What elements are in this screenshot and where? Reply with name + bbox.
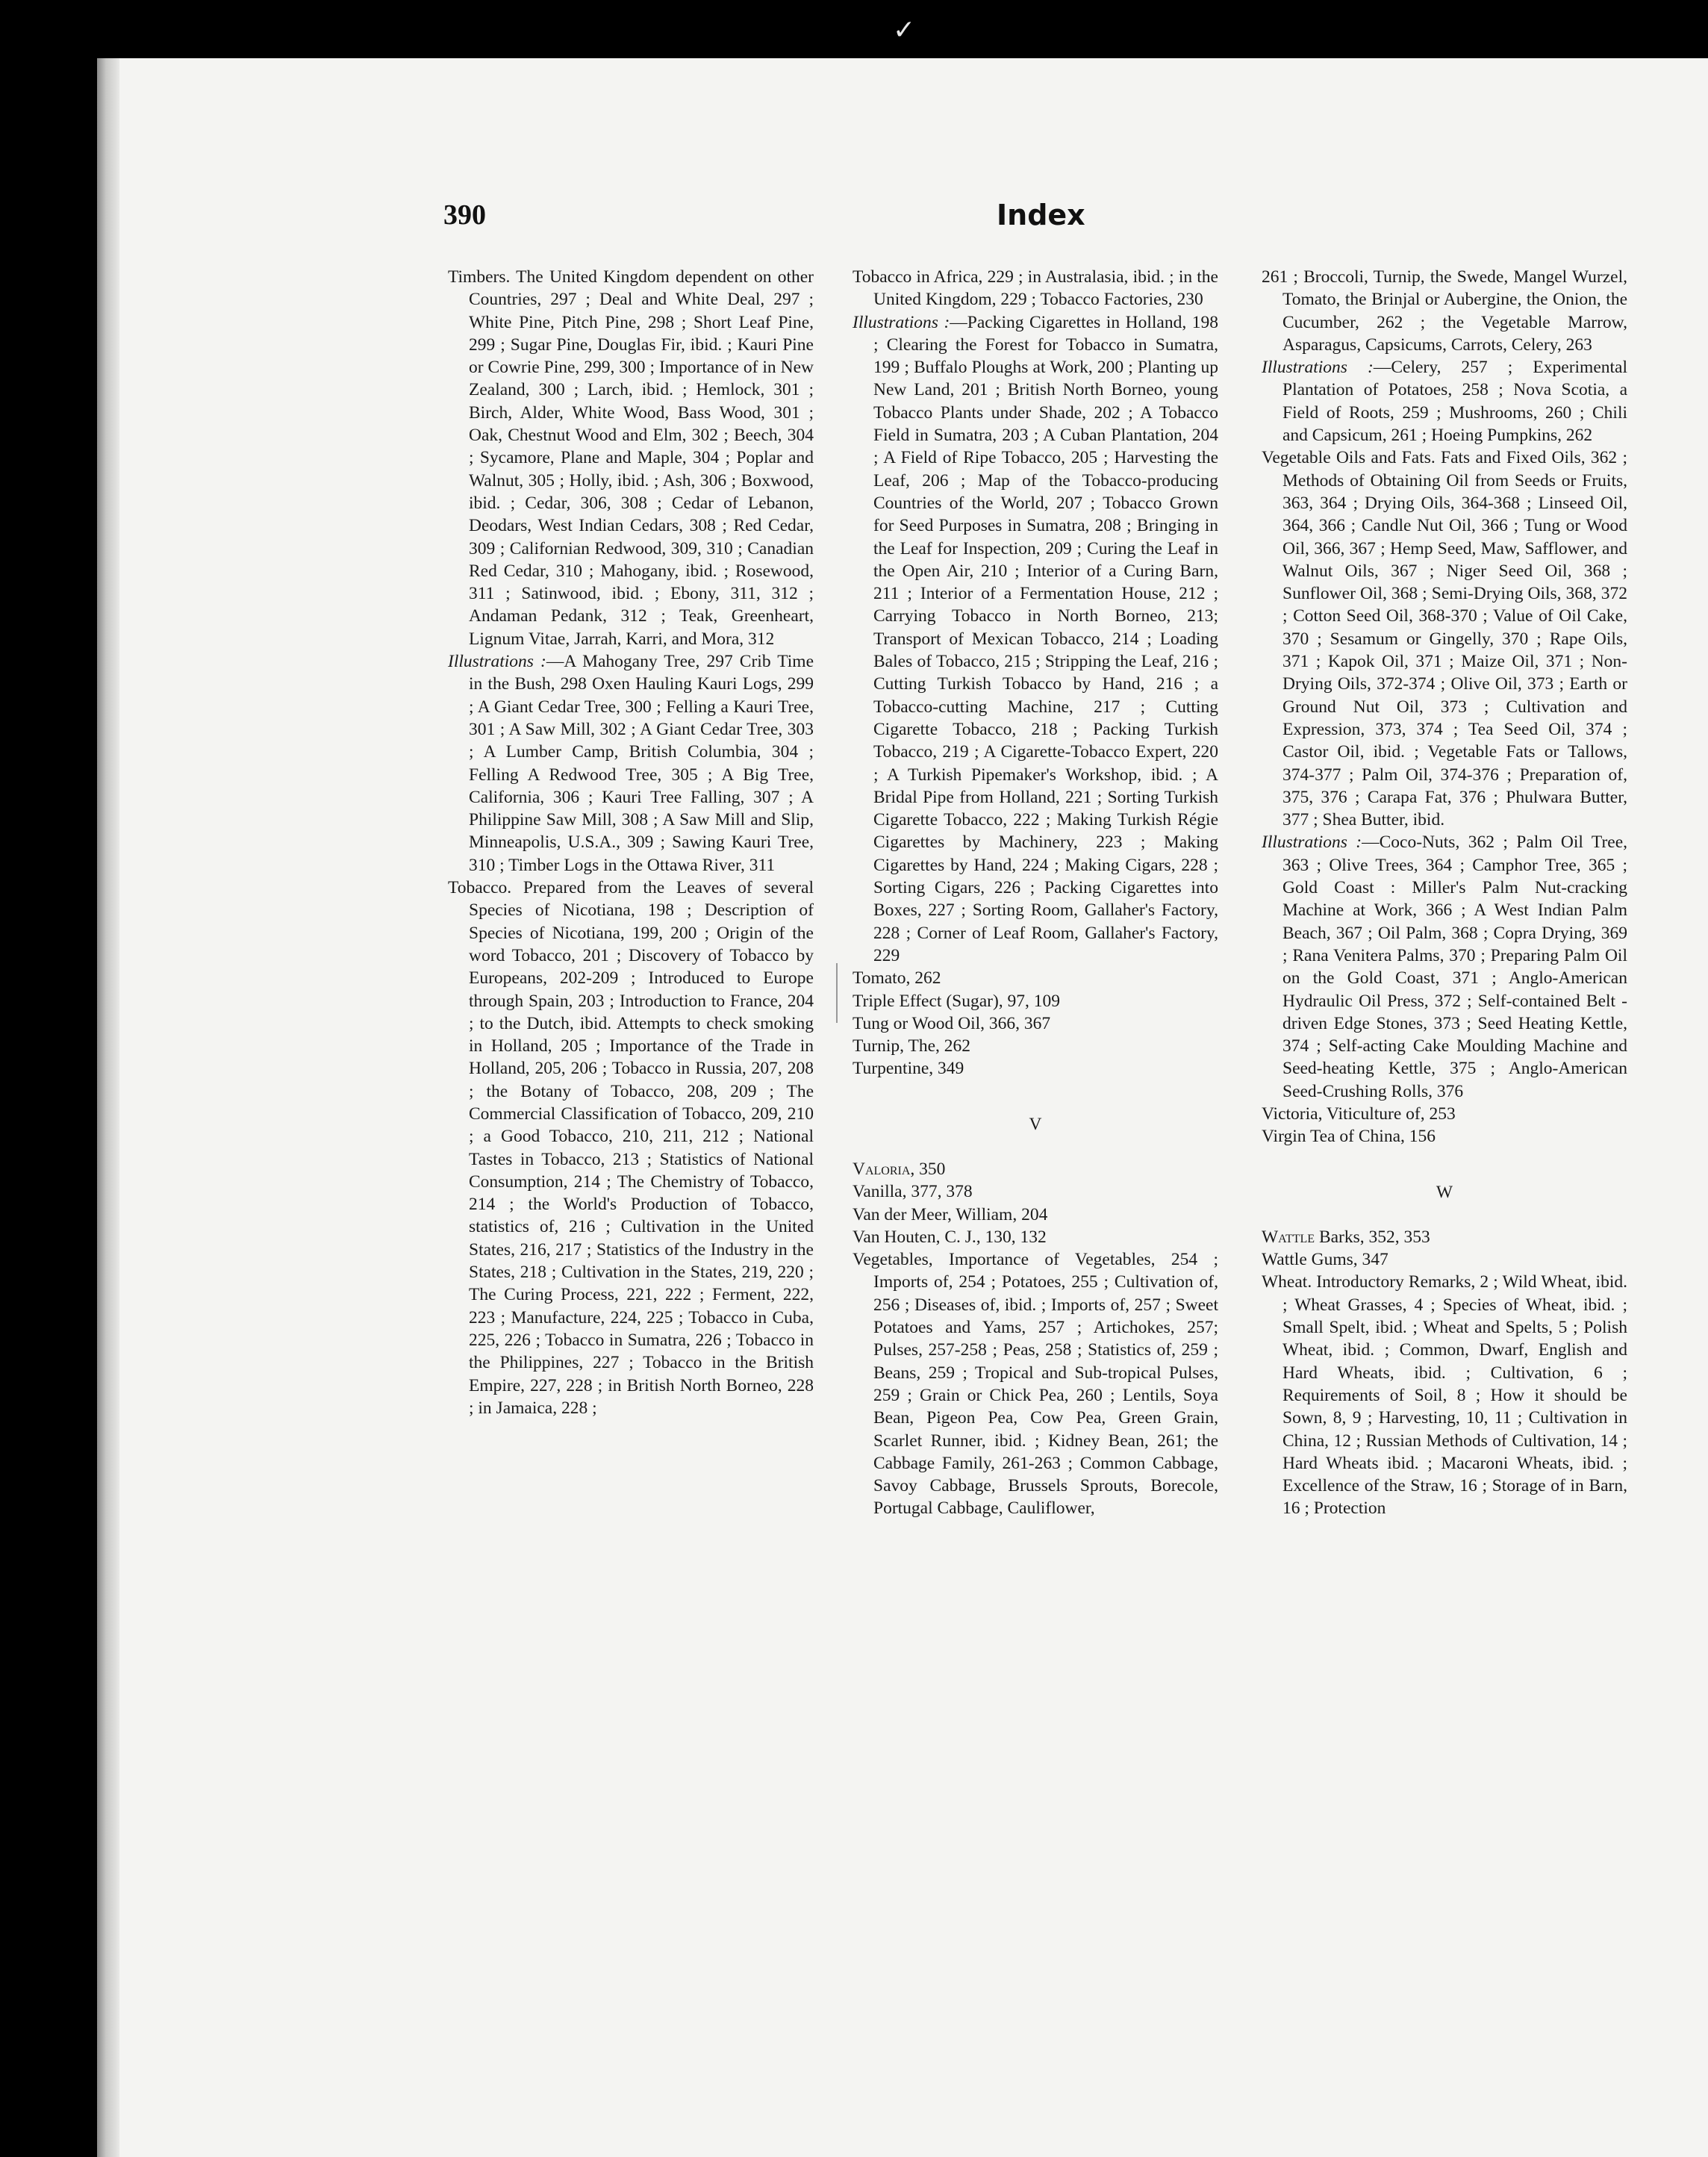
- illustrations-entry: [1262, 831, 1627, 1103]
- index-column-1: [448, 266, 814, 1419]
- index-entry: Vegetables, Importance of Vegetables, 254 ; Imports of, 254 ; Potatoes, 255 ; Cultivation of, 256 ; Diseases of, ibid. ; Imports of, 257 ; Sweet Potatoes and Yams, 257 ; Artichokes, 257; Pulses, 257-258 ; Peas, 258 ; Statistics of, 259 ; Beans, 259 ; Tropical and Sub-tropical Pulses, 259 ; Grain or Chick Pea, 260 ; Lentils, Soya Bean, Pigeon Pea, Cow Pea, Green Grain, Scarlet Runner, ibid. ; Kidney Bean, 261; the Cabbage Family, 261-263 ; Common Cabbage, Savoy Cabbage, Brussels Sprouts, Borecole, Portugal Cabbage, Cauliflower,: [853, 1250, 1218, 1519]
- page-number: 390: [443, 199, 486, 231]
- index-entry: Wheat. Introductory Remarks, 2 ; Wild Wheat, ibid. ; Wheat Grasses, 4 ; Species of Wheat, ibid. ; Small Spelt, ibid. ; Wheat and Spelts, 5 ; Polish Wheat, ibid. ; Common, Dwarf, English and Hard Wheats, ibid. ; Cultivation, 6 ; Requirements of Soil, 8 ; How it should be Sown, 8, 9 ; Harvesting, 10, 11 ; Cultivation in China, 12 ; Russian Methods of Cultivation, 14 ; Hard Wheats ibid. ; Macaroni Wheats, ibid. ; Excellence of the Straw, 16 ; Storage of in Barn, 16 ; Protection: [1262, 1272, 1627, 1519]
- illustrations-label: Illustrations :: [448, 652, 546, 672]
- index-entry-continued: 261 ; Broccoli, Turnip, the Swede, Mangel Wurzel, Tomato, the Brinjal or Aubergine, the Onion, the Cucumber, 262 ; the Vegetable Marrow, Asparagus, Capsicums, Carrots, Celery, 263: [1262, 267, 1627, 355]
- index-column-3: [1262, 266, 1627, 1520]
- entry-text: , 350: [910, 1159, 946, 1179]
- page-header: Index: [997, 199, 1085, 231]
- index-entry: [853, 1158, 1218, 1180]
- illustrations-entry: [853, 311, 1218, 968]
- index-entry: Triple Effect (Sugar), 97, 109: [853, 991, 1061, 1011]
- scan-mark: ✓: [893, 15, 916, 46]
- index-entry-continued: Tobacco in Africa, 229 ; in Australasia, ibid. ; in the United Kingdom, 229 ; Tobacco Factories, 230: [853, 267, 1218, 310]
- index-column-2: [853, 266, 1218, 1520]
- index-entry: Timbers. The United Kingdom dependent on other Countries, 297 ; Deal and White Deal, 297 ; White Pine, Pitch Pine, 298 ; Short Leaf Pine, 299 ; Sugar Pine, Douglas Fir, ibid. ; Kauri Pine or Cowrie Pine, 299, 300 ; Importance of in New Zealand, 300 ; Larch, ibid. ; Hemlock, 301 ; Birch, Alder, White Wood, Bass Wood, 301 ; Oak, Chestnut Wood and Elm, 302 ; Beech, 304 ; Sycamore, Plane and Maple, 304 ; Poplar and Walnut, 305 ; Holly, ibid. ; Ash, 306 ; Boxwood, ibid. ; Cedar, 306, 308 ; Cedar of Lebanon, Deodars, West Indian Cedars, 308 ; Red Cedar, 309 ; Californian Redwood, 309, 310 ; Canadian Red Cedar, 310 ; Mahogany, ibid. ; Rosewood, 311 ; Satinwood, ibid. ; Ebony, 311, 312 ; Andaman Pedank, 312 ; Teak, Greenheart, Lignum Vitae, Jarrah, Karri, and Mora, 312: [448, 267, 814, 649]
- index-entry: Vegetable Oils and Fats. Fats and Fixed Oils, 362 ; Methods of Obtaining Oil from Seeds or Fruits, 363, 364 ; Drying Oils, 364-368 ; Linseed Oil, 364, 366 ; Candle Nut Oil, 366 ; Tung or Wood Oil, 366, 367 ; Hemp Seed, Maw, Safflower, and Walnut Oils, 367 ; Niger Seed Oil, 368 ; Sunflower Oil, 368 ; Semi-Drying Oils, 368, 372 ; Cotton Seed Oil, 368-370 ; Value of Oil Cake, 370 ; Sesamum or Gingelly, 370 ; Rape Oils, 371 ; Kapok Oil, 371 ; Maize Oil, 371 ; Non-Drying Oils, 372-374 ; Olive Oil, 373 ; Earth or Ground Nut Oil, 373 ; Cultivation and Expression, 373, 374 ; Tea Seed Oil, 374 ; Castor Oil, ibid. ; Vegetable Fats or Tallows, 374-377 ; Palm Oil, 374-376 ; Preparation of, 375, 376 ; Carapa Fat, 376 ; Phulwara Butter, 377 ; Shea Butter, ibid.: [1262, 448, 1627, 830]
- page-edge-shadow: [97, 58, 119, 2157]
- section-letter: W: [1436, 1182, 1453, 1202]
- illustrations-label: Illustrations :: [1262, 358, 1374, 378]
- illustrations-text: —Packing Cigarettes in Holland, 198 ; Clearing the Forest for Tobacco in Sumatra, 199 ; Buffalo Ploughs at Work, 200 ; Planting up New Land, 201 ; British North Borneo, young Tobacco Plants under Shade, 202 ; A Tobacco Field in Sumatra, 203 ; A Cuban Plantation, 204 ; A Field of Ripe Tobacco, 205 ; Harvesting the Leaf, 206 ; Map of the Tobacco-producing Countries of the World, 207 ; Tobacco Grown for Seed Purposes in Sumatra, 208 ; Bringing in the Leaf for Inspection, 209 ; Curing the Leaf in the Open Air, 210 ; Interior of a Curing Barn, 211 ; Interior of a Fermentation House, 212 ; Carrying Tobacco in North Borneo, 213; Transport of Mexican Tobacco, 214 ; Loading Bales of Tobacco, 215 ; Stripping the Leaf, 216 ; Cutting Turkish Tobacco by Hand, 216 ; a Tobacco-cutting Machine, 217 ; Cutting Cigarette Tobacco, 218 ; Packing Turkish Tobacco, 219 ; A Cigarette-Tobacco Expert, 220 ; A Turkish Pipemaker's Workshop, ibid. ; A Bridal Pipe from Holland, 221 ; Sorting Turkish Cigarette Tobacco, 222 ; Making Turkish Régie Cigarettes by Machinery, 223 ; Making Cigarettes by Hand, 224 ; Making Cigars, 228 ; Sorting Cigars, 226 ; Packing Cigarettes into Boxes, 227 ; Sorting Room, Gallaher's Factory, 228 ; Corner of Leaf Room, Gallaher's Factory, 229: [873, 312, 1218, 965]
- illustrations-entry: [1262, 356, 1627, 446]
- entry-text: Barks, 352, 353: [1315, 1227, 1430, 1247]
- index-entry: [1262, 1226, 1627, 1248]
- index-entry: Tomato, 262: [853, 968, 941, 989]
- index-entry: Van Houten, C. J., 130, 132: [853, 1227, 1047, 1247]
- index-entry: Tung or Wood Oil, 366, 367: [853, 1013, 1051, 1033]
- illustrations-entry: [448, 650, 814, 877]
- index-entry: Victoria, Viticulture of, 253: [1262, 1104, 1456, 1124]
- section-letter: V: [1029, 1114, 1042, 1134]
- index-entry: Vanilla, 377, 378: [853, 1182, 973, 1202]
- column-rule: [836, 963, 838, 1023]
- illustrations-text: —Coco-Nuts, 362 ; Palm Oil Tree, 363 ; Olive Trees, 364 ; Camphor Tree, 365 ; Gold Coast : Miller's Palm Nut-cracking Machine at Work, 366 ; A West Indian Palm Beach, 367 ; Oil Palm, 368 ; Copra Drying, 369 ; Rana Venitera Palms, 370 ; Preparing Palm Oil on the Gold Coast, 371 ; Anglo-American Hydraulic Oil Press, 372 ; Self-contained Belt - driven Edge Stones, 373 ; Seed Heating Kettle, 374 ; Self-acting Cake Moulding Machine and Seed-heating Kettle, 375 ; Anglo-American Seed-Crushing Rolls, 376: [1282, 832, 1628, 1101]
- index-entry: Tobacco. Prepared from the Leaves of several Species of Nicotiana, 198 ; Description of Species of Nicotiana, 199, 200 ; Origin of the word Tobacco, 201 ; Discovery of Tobacco by Europeans, 202-209 ; Introduced to Europe through Spain, 203 ; Introduction to France, 204 ; to the Dutch, ibid. Attempts to check smoking in Holland, 205 ; Importance of the Trade in Holland, 205, 206 ; Tobacco in Russia, 207, 208 ; the Botany of Tobacco, 208, 209 ; The Commercial Classification of Tobacco, 209, 210 ; a Good Tobacco, 210, 211, 212 ; National Tastes in Tobacco, 213 ; Statistics of National Consumption, 214 ; The Chemistry of Tobacco, 214 ; the World's Production of Tobacco, statistics of, 216 ; Cultivation in the United States, 216, 217 ; Statistics of the Industry in the States, 218 ; Cultivation in the States, 219, 220 ; The Curing Process, 221, 222 ; Ferment, 222, 223 ; Manufacture, 224, 225 ; Tobacco in Cuba, 225, 226 ; Tobacco in Sumatra, 226 ; Tobacco in the Philippines, 227 ; Tobacco in the British Empire, 227, 228 ; in British North Borneo, 228 ; in Jamaica, 228 ;: [448, 878, 814, 1418]
- entry-heading: Valoria: [853, 1159, 911, 1179]
- illustrations-label: Illustrations :: [1262, 832, 1362, 853]
- index-entry: Van der Meer, William, 204: [853, 1204, 1048, 1224]
- entry-heading: Wattle: [1262, 1227, 1315, 1247]
- illustrations-text: —Celery, 257 ; Experimental Plantation of Potatoes, 258 ; Nova Scotia, a Field of Roots, 259 ; Mushrooms, 260 ; Chili and Capsicum, 261 ; Hoeing Pumpkins, 262: [1282, 358, 1628, 446]
- index-entry: Virgin Tea of China, 156: [1262, 1127, 1436, 1147]
- illustrations-label: Illustrations :: [853, 312, 950, 332]
- index-entry: Turnip, The, 262: [853, 1036, 970, 1056]
- index-entry: Turpentine, 349: [853, 1059, 964, 1079]
- illustrations-text: —A Mahogany Tree, 297 Crib Time in the Bush, 298 Oxen Hauling Kauri Logs, 299 ; A Giant Cedar Tree, 300 ; Felling a Kauri Tree, 301 ; A Saw Mill, 302 ; A Giant Cedar Tree, 303 ; A Lumber Camp, British Columbia, 304 ; Felling A Redwood Tree, 305 ; A Big Tree, California, 306 ; Kauri Tree Falling, 307 ; A Philippine Saw Mill, 308 ; A Saw Mill and Slip, Minneapolis, U.S.A., 309 ; Sawing Kauri Tree, 310 ; Timber Logs in the Ottawa River, 311: [469, 652, 814, 875]
- index-entry: Wattle Gums, 347: [1262, 1250, 1388, 1270]
